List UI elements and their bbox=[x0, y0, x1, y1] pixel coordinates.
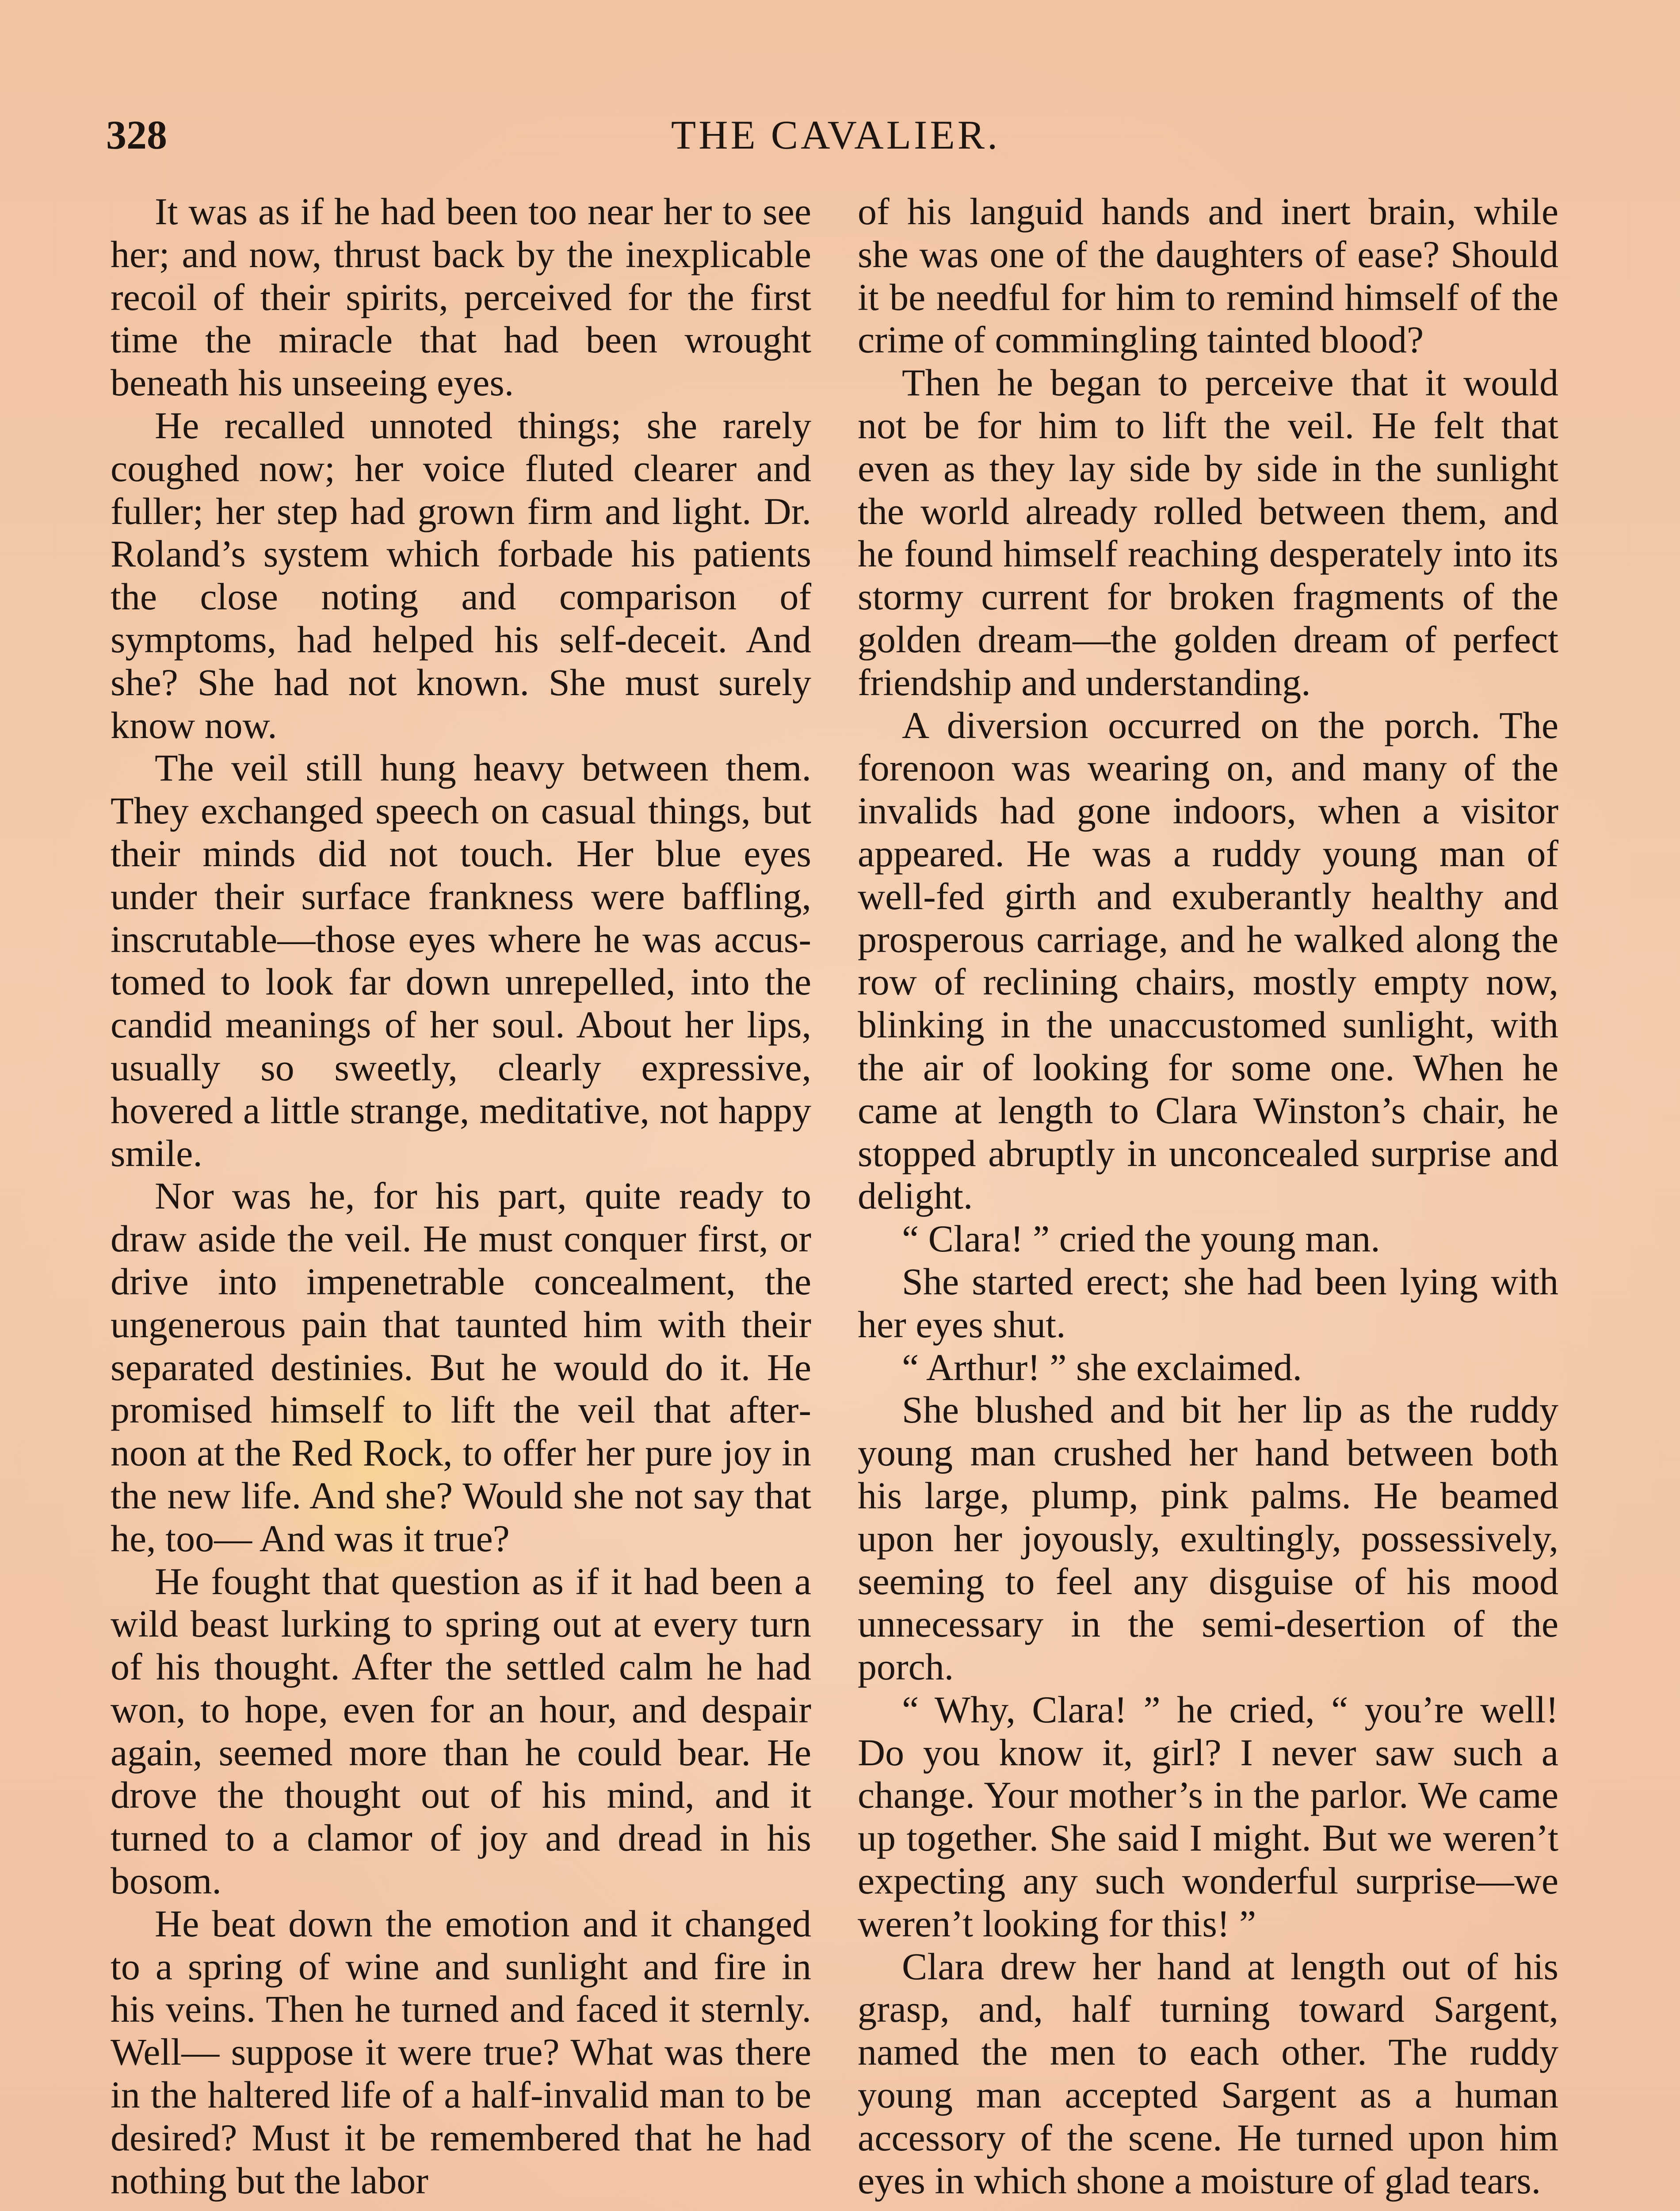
paragraph: Nor was he, for his part, quite ready to draw aside the veil. He must conquer first, or drive into impenetrable concealment, the ungenerous pain that taunted him with their separated destinies. But he would do it. He promised himself to lift the veil that afternoon at the Red Rock, to offer her pure joy in the new life. And she? Would she not say that he, too— And was it true? bbox=[111, 1174, 811, 1560]
paragraph: He fought that question as if it had been a wild beast lurking to spring out at every turn of his thought. After the settled calm he had won, to hope, even for an hour, and despair again, seemed more than he could bear. He drove the thought out of his mind, and it turned to a clamor of joy and dread in his bosom. bbox=[111, 1560, 811, 1902]
paragraph: A diversion occurred on the porch. The forenoon was wearing on, and many of the invalids had gone indoors, when a visitor appeared. He was a ruddy young man of well-fed girth and exuberantly healthy and prosperous carriage, and he walked along the row of reclining chairs, mostly empty now, blinking in the unaccustomed sunlight, with the air of looking for some one. When he came at length to Clara Winston’s chair, he stopped abruptly in unconcealed surprise and delight. bbox=[858, 704, 1558, 1217]
running-head: THE CAVALIER. bbox=[671, 112, 1000, 157]
paragraph: He beat down the emotion and it changed to a spring of wine and sunlight and fire in his veins. Then he turned and faced it sternly. Well— suppose it were true? What was there in the haltered life of a half-invalid man to be desired? Must it be remembered that he had nothing but the labor bbox=[111, 1902, 811, 2202]
paragraph: “ Clara! ” cried the young man. bbox=[902, 1217, 1380, 1260]
paragraph: She started erect; she had been lying with her eyes shut. bbox=[858, 1260, 1558, 1346]
left-column bbox=[111, 190, 811, 2202]
paragraph: She blushed and bit her lip as the ruddy young man crushed her hand between both his large, plump, pink palms. He beamed upon her joyously, exultingly, possessively, seeming to feel any disguise of his mood unnecessary in the semi-desertion of the porch. bbox=[858, 1389, 1558, 1688]
paragraph: It was as if he had been too near her to see her; and now, thrust back by the inexplicable recoil of their spirits, perceived for the first time the miracle that had been wrought beneath his unseeing eyes. bbox=[111, 190, 811, 404]
continued-paragraph: of his languid hands and inert brain, while she was one of the daughters of ease? Should it be needful for him to remind himself of the crime of commingling tainted blood? bbox=[858, 190, 1558, 361]
paragraph: He recalled unnoted things; she rarely coughed now; her voice fluted clearer and fuller; her step had grown firm and light. Dr. Roland’s system which forbade his patients the close noting and comparison of symptoms, had helped his self-deceit. And she? She had not known. She must surely know now. bbox=[111, 404, 811, 746]
page-header bbox=[106, 106, 1565, 177]
right-column bbox=[858, 190, 1558, 2202]
paragraph: The veil still hung heavy between them. They exchanged speech on casual things, but their minds did not touch. Her blue eyes under their surface frankness were baffling, inscrutable—those eyes where he was accustomed to look far down unrepelled, into the candid meanings of her soul. About her lips, usually so sweetly, clearly expressive, hovered a little strange, meditative, not happy smile. bbox=[111, 746, 811, 1174]
page-number: 328 bbox=[106, 112, 167, 157]
paragraph: Clara drew her hand at length out of his grasp, and, half turning toward Sargent, named the men to each other. The ruddy young man accepted Sargent as a human accessory of the scene. He turned upon him eyes in which shone a moisture of glad tears. bbox=[858, 1945, 1558, 2202]
paragraph: “ Why, Clara! ” he cried, “ you’re well! Do you know it, girl? I never saw such a change. Your mother’s in the parlor. We came up together. She said I might. But we weren’t expecting any such wonderful surprise—we weren’t looking for this! ” bbox=[858, 1688, 1558, 1945]
paragraph: “ Arthur! ” she exclaimed. bbox=[902, 1346, 1302, 1389]
paragraph: Then he began to perceive that it would not be for him to lift the veil. He felt that even as they lay side by side in the sunlight the world already rolled between them, and he found himself reaching desperately into its stormy current for broken fragments of the golden dream—the golden dream of perfect friendship and understanding. bbox=[858, 361, 1558, 704]
